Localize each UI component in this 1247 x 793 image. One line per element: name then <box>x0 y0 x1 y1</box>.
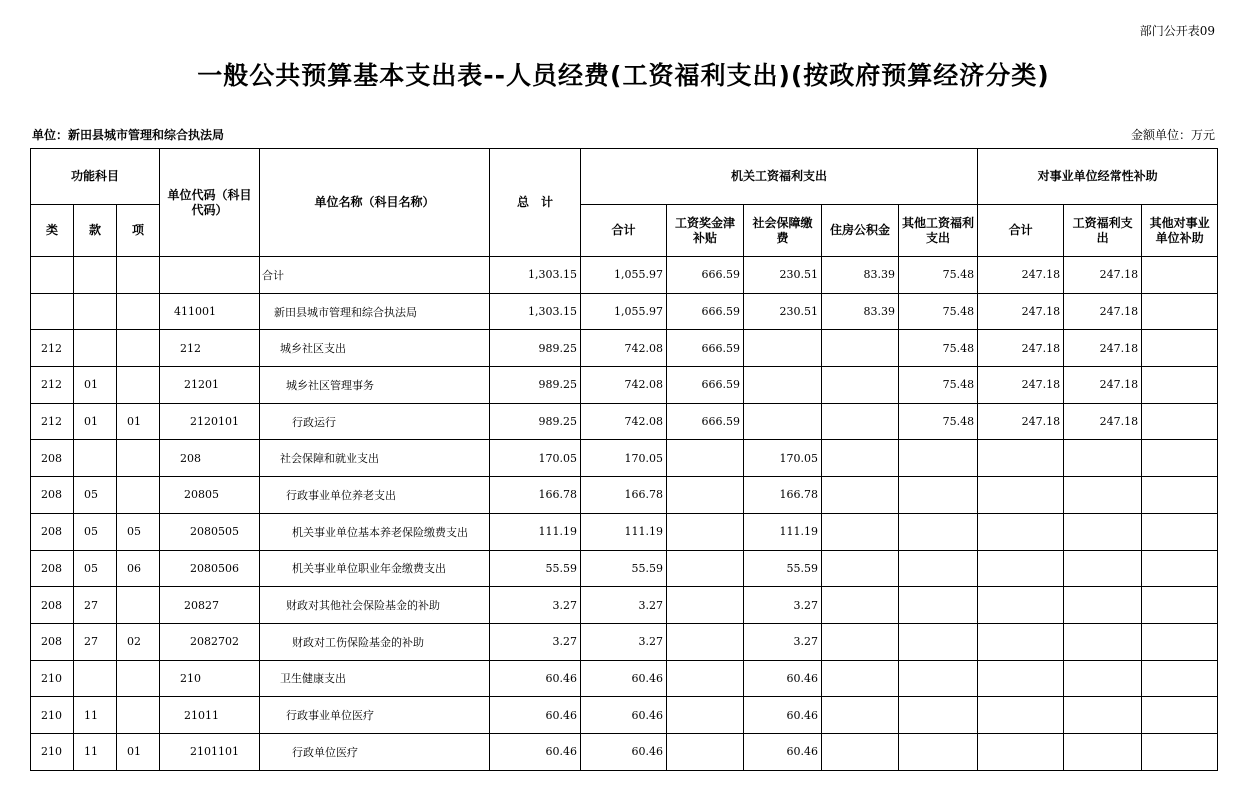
cell-org-sum: 742.08 <box>581 403 667 440</box>
cell-unit-name: 财政对工伤保险基金的补助 <box>260 623 490 660</box>
cell-inst-welfare <box>1064 587 1142 624</box>
budget-table <box>30 148 1218 771</box>
cell-kuan <box>74 330 117 367</box>
table-row <box>31 440 1218 477</box>
cell-lei: 208 <box>31 550 74 587</box>
table-row <box>31 293 1218 330</box>
cell-org-social: 111.19 <box>744 513 822 550</box>
cell-unit-code: 210 <box>160 660 260 697</box>
cell-org-social: 170.05 <box>744 440 822 477</box>
cell-kuan: 01 <box>74 367 117 404</box>
cell-inst-other <box>1142 660 1218 697</box>
cell-org-sum: 3.27 <box>581 587 667 624</box>
cell-org-housing <box>822 367 899 404</box>
cell-unit-code <box>160 257 260 294</box>
cell-org-housing <box>822 660 899 697</box>
cell-org-social: 230.51 <box>744 257 822 294</box>
cell-kuan: 27 <box>74 623 117 660</box>
cell-unit-code: 2080505 <box>160 513 260 550</box>
cell-xiang <box>117 587 160 624</box>
cell-inst-welfare <box>1064 513 1142 550</box>
cell-org-other <box>899 440 978 477</box>
header-inst-sum: 合计 <box>978 205 1064 257</box>
cell-inst-other <box>1142 440 1218 477</box>
cell-unit-name: 合计 <box>260 257 490 294</box>
cell-inst-sum: 247.18 <box>978 257 1064 294</box>
table-row <box>31 257 1218 294</box>
cell-total: 3.27 <box>490 623 581 660</box>
cell-org-other <box>899 587 978 624</box>
cell-unit-name: 社会保障和就业支出 <box>260 440 490 477</box>
cell-org-sum: 742.08 <box>581 367 667 404</box>
header-lei: 类 <box>31 205 74 257</box>
cell-org-social: 60.46 <box>744 733 822 770</box>
cell-unit-code: 2120101 <box>160 403 260 440</box>
cell-inst-sum <box>978 513 1064 550</box>
cell-org-housing: 83.39 <box>822 293 899 330</box>
table-row <box>31 550 1218 587</box>
cell-org-salary <box>667 587 744 624</box>
header-func-subject: 功能科目 <box>31 149 160 205</box>
cell-org-salary: 666.59 <box>667 293 744 330</box>
cell-unit-code: 2080506 <box>160 550 260 587</box>
cell-xiang: 01 <box>117 403 160 440</box>
cell-org-housing <box>822 330 899 367</box>
cell-unit-name: 行政事业单位医疗 <box>260 697 490 734</box>
cell-org-salary <box>667 550 744 587</box>
cell-unit-code: 212 <box>160 330 260 367</box>
header-org-group: 机关工资福利支出 <box>581 149 978 205</box>
cell-org-other: 75.48 <box>899 330 978 367</box>
table-row <box>31 403 1218 440</box>
cell-lei: 212 <box>31 403 74 440</box>
cell-lei <box>31 257 74 294</box>
cell-lei: 208 <box>31 440 74 477</box>
cell-org-social: 60.46 <box>744 660 822 697</box>
cell-lei: 208 <box>31 623 74 660</box>
cell-unit-name: 卫生健康支出 <box>260 660 490 697</box>
cell-inst-welfare: 247.18 <box>1064 367 1142 404</box>
cell-org-social: 3.27 <box>744 587 822 624</box>
table-row <box>31 660 1218 697</box>
cell-org-social <box>744 330 822 367</box>
cell-xiang <box>117 293 160 330</box>
cell-org-other <box>899 513 978 550</box>
cell-org-social <box>744 403 822 440</box>
cell-inst-other <box>1142 513 1218 550</box>
cell-xiang <box>117 367 160 404</box>
cell-org-other <box>899 697 978 734</box>
cell-kuan: 05 <box>74 513 117 550</box>
cell-org-other: 75.48 <box>899 293 978 330</box>
cell-org-housing <box>822 587 899 624</box>
cell-org-salary <box>667 513 744 550</box>
cell-kuan: 05 <box>74 550 117 587</box>
header-inst-other: 其他对事业单位补助 <box>1142 205 1218 257</box>
cell-unit-code: 20827 <box>160 587 260 624</box>
header-org-social: 社会保障缴费 <box>744 205 822 257</box>
cell-org-other <box>899 733 978 770</box>
cell-inst-welfare <box>1064 623 1142 660</box>
cell-inst-welfare <box>1064 697 1142 734</box>
cell-org-other: 75.48 <box>899 367 978 404</box>
cell-org-salary <box>667 477 744 514</box>
cell-inst-sum <box>978 660 1064 697</box>
cell-org-social: 55.59 <box>744 550 822 587</box>
cell-org-housing: 83.39 <box>822 257 899 294</box>
cell-kuan <box>74 293 117 330</box>
header-unit-code: 单位代码（科目代码） <box>160 149 260 257</box>
cell-lei: 208 <box>31 513 74 550</box>
cell-unit-name: 城乡社区支出 <box>260 330 490 367</box>
cell-org-salary <box>667 440 744 477</box>
table-row <box>31 513 1218 550</box>
cell-kuan: 05 <box>74 477 117 514</box>
cell-total: 55.59 <box>490 550 581 587</box>
cell-kuan: 11 <box>74 733 117 770</box>
cell-total: 60.46 <box>490 697 581 734</box>
cell-org-salary <box>667 660 744 697</box>
cell-org-sum: 60.46 <box>581 697 667 734</box>
cell-unit-name: 城乡社区管理事务 <box>260 367 490 404</box>
header-kuan: 款 <box>74 205 117 257</box>
cell-inst-sum <box>978 697 1064 734</box>
table-row <box>31 623 1218 660</box>
cell-unit-name: 机关事业单位基本养老保险缴费支出 <box>260 513 490 550</box>
cell-org-housing <box>822 550 899 587</box>
table-row <box>31 587 1218 624</box>
cell-unit-name: 行政事业单位养老支出 <box>260 477 490 514</box>
cell-unit-name: 行政单位医疗 <box>260 733 490 770</box>
cell-unit-code: 2082702 <box>160 623 260 660</box>
cell-xiang <box>117 257 160 294</box>
cell-inst-other <box>1142 367 1218 404</box>
cell-inst-welfare <box>1064 660 1142 697</box>
cell-org-other <box>899 660 978 697</box>
cell-total: 3.27 <box>490 587 581 624</box>
page-title: 一般公共预算基本支出表--人员经费(工资福利支出)(按政府预算经济分类) <box>197 61 1050 90</box>
cell-org-housing <box>822 403 899 440</box>
cell-inst-sum <box>978 440 1064 477</box>
cell-org-social: 230.51 <box>744 293 822 330</box>
cell-xiang: 05 <box>117 513 160 550</box>
cell-unit-code: 20805 <box>160 477 260 514</box>
cell-org-housing <box>822 623 899 660</box>
cell-inst-welfare: 247.18 <box>1064 403 1142 440</box>
cell-xiang <box>117 660 160 697</box>
cell-inst-sum <box>978 587 1064 624</box>
cell-org-salary: 666.59 <box>667 330 744 367</box>
cell-total: 1,303.15 <box>490 293 581 330</box>
cell-kuan <box>74 257 117 294</box>
table-row <box>31 330 1218 367</box>
cell-total: 170.05 <box>490 440 581 477</box>
cell-org-social <box>744 367 822 404</box>
cell-org-other <box>899 623 978 660</box>
cell-kuan <box>74 660 117 697</box>
cell-unit-name: 财政对其他社会保险基金的补助 <box>260 587 490 624</box>
cell-unit-name: 行政运行 <box>260 403 490 440</box>
cell-unit-code: 21011 <box>160 697 260 734</box>
cell-org-sum: 55.59 <box>581 550 667 587</box>
cell-unit-name: 机关事业单位职业年金缴费支出 <box>260 550 490 587</box>
cell-org-housing <box>822 477 899 514</box>
cell-inst-other <box>1142 697 1218 734</box>
header-org-sum: 合计 <box>581 205 667 257</box>
table-row <box>31 697 1218 734</box>
cell-org-social: 166.78 <box>744 477 822 514</box>
header-org-housing: 住房公积金 <box>822 205 899 257</box>
cell-inst-other <box>1142 550 1218 587</box>
cell-inst-sum <box>978 550 1064 587</box>
cell-inst-welfare <box>1064 733 1142 770</box>
cell-org-housing <box>822 440 899 477</box>
cell-inst-other <box>1142 257 1218 294</box>
cell-total: 989.25 <box>490 330 581 367</box>
cell-inst-other <box>1142 477 1218 514</box>
cell-org-other <box>899 477 978 514</box>
header-total: 总 计 <box>490 149 581 257</box>
header-inst-welfare: 工资福利支出 <box>1064 205 1142 257</box>
cell-inst-sum: 247.18 <box>978 403 1064 440</box>
cell-inst-other <box>1142 330 1218 367</box>
cell-org-other <box>899 550 978 587</box>
cell-kuan: 01 <box>74 403 117 440</box>
cell-xiang: 02 <box>117 623 160 660</box>
cell-lei: 212 <box>31 330 74 367</box>
cell-xiang: 01 <box>117 733 160 770</box>
cell-inst-sum <box>978 733 1064 770</box>
cell-unit-code: 208 <box>160 440 260 477</box>
cell-lei: 210 <box>31 733 74 770</box>
cell-total: 989.25 <box>490 403 581 440</box>
cell-org-other: 75.48 <box>899 403 978 440</box>
cell-org-sum: 170.05 <box>581 440 667 477</box>
header-org-other: 其他工资福利支出 <box>899 205 978 257</box>
cell-org-salary: 666.59 <box>667 257 744 294</box>
cell-lei: 210 <box>31 697 74 734</box>
cell-inst-sum: 247.18 <box>978 293 1064 330</box>
cell-kuan: 11 <box>74 697 117 734</box>
cell-inst-welfare: 247.18 <box>1064 257 1142 294</box>
cell-org-sum: 742.08 <box>581 330 667 367</box>
cell-unit-code: 21201 <box>160 367 260 404</box>
cell-xiang <box>117 440 160 477</box>
cell-kuan <box>74 440 117 477</box>
cell-org-salary <box>667 733 744 770</box>
cell-total: 60.46 <box>490 660 581 697</box>
cell-lei: 208 <box>31 587 74 624</box>
table-number-label: 部门公开表09 <box>1139 24 1215 38</box>
cell-org-sum: 111.19 <box>581 513 667 550</box>
cell-unit-code: 2101101 <box>160 733 260 770</box>
header-unit-name: 单位名称（科目名称） <box>260 149 490 257</box>
cell-inst-other <box>1142 623 1218 660</box>
cell-total: 166.78 <box>490 477 581 514</box>
cell-inst-sum <box>978 477 1064 514</box>
cell-xiang <box>117 477 160 514</box>
cell-lei: 208 <box>31 477 74 514</box>
header-xiang: 项 <box>117 205 160 257</box>
cell-org-housing <box>822 733 899 770</box>
cell-inst-sum: 247.18 <box>978 330 1064 367</box>
cell-org-sum: 3.27 <box>581 623 667 660</box>
cell-org-sum: 1,055.97 <box>581 293 667 330</box>
cell-inst-welfare <box>1064 477 1142 514</box>
header-inst-group: 对事业单位经常性补助 <box>978 149 1218 205</box>
cell-org-sum: 166.78 <box>581 477 667 514</box>
amount-unit-label: 金额单位：万元 <box>1130 128 1215 142</box>
cell-org-other: 75.48 <box>899 257 978 294</box>
cell-total: 60.46 <box>490 733 581 770</box>
cell-inst-sum: 247.18 <box>978 367 1064 404</box>
cell-org-sum: 1,055.97 <box>581 257 667 294</box>
cell-inst-other <box>1142 587 1218 624</box>
cell-org-housing <box>822 697 899 734</box>
cell-inst-welfare <box>1064 550 1142 587</box>
cell-lei: 212 <box>31 367 74 404</box>
cell-org-salary: 666.59 <box>667 367 744 404</box>
cell-org-housing <box>822 513 899 550</box>
cell-org-social: 3.27 <box>744 623 822 660</box>
cell-inst-other <box>1142 293 1218 330</box>
table-row <box>31 477 1218 514</box>
cell-kuan: 27 <box>74 587 117 624</box>
table-body <box>31 257 1218 771</box>
cell-org-salary <box>667 623 744 660</box>
cell-unit-name: 新田县城市管理和综合执法局 <box>260 293 490 330</box>
header-org-salary: 工资奖金津补贴 <box>667 205 744 257</box>
cell-total: 989.25 <box>490 367 581 404</box>
cell-xiang: 06 <box>117 550 160 587</box>
cell-inst-sum <box>978 623 1064 660</box>
cell-lei: 210 <box>31 660 74 697</box>
cell-total: 111.19 <box>490 513 581 550</box>
cell-inst-other <box>1142 403 1218 440</box>
cell-unit-code: 411001 <box>160 293 260 330</box>
table-row <box>31 367 1218 404</box>
cell-inst-welfare <box>1064 440 1142 477</box>
cell-org-salary: 666.59 <box>667 403 744 440</box>
unit-label: 单位：新田县城市管理和综合执法局 <box>32 128 225 142</box>
cell-inst-welfare: 247.18 <box>1064 293 1142 330</box>
cell-total: 1,303.15 <box>490 257 581 294</box>
cell-org-sum: 60.46 <box>581 733 667 770</box>
cell-lei <box>31 293 74 330</box>
cell-org-social: 60.46 <box>744 697 822 734</box>
cell-inst-other <box>1142 733 1218 770</box>
cell-xiang <box>117 330 160 367</box>
cell-xiang <box>117 697 160 734</box>
cell-org-salary <box>667 697 744 734</box>
table-row <box>31 733 1218 770</box>
cell-org-sum: 60.46 <box>581 660 667 697</box>
cell-inst-welfare: 247.18 <box>1064 330 1142 367</box>
